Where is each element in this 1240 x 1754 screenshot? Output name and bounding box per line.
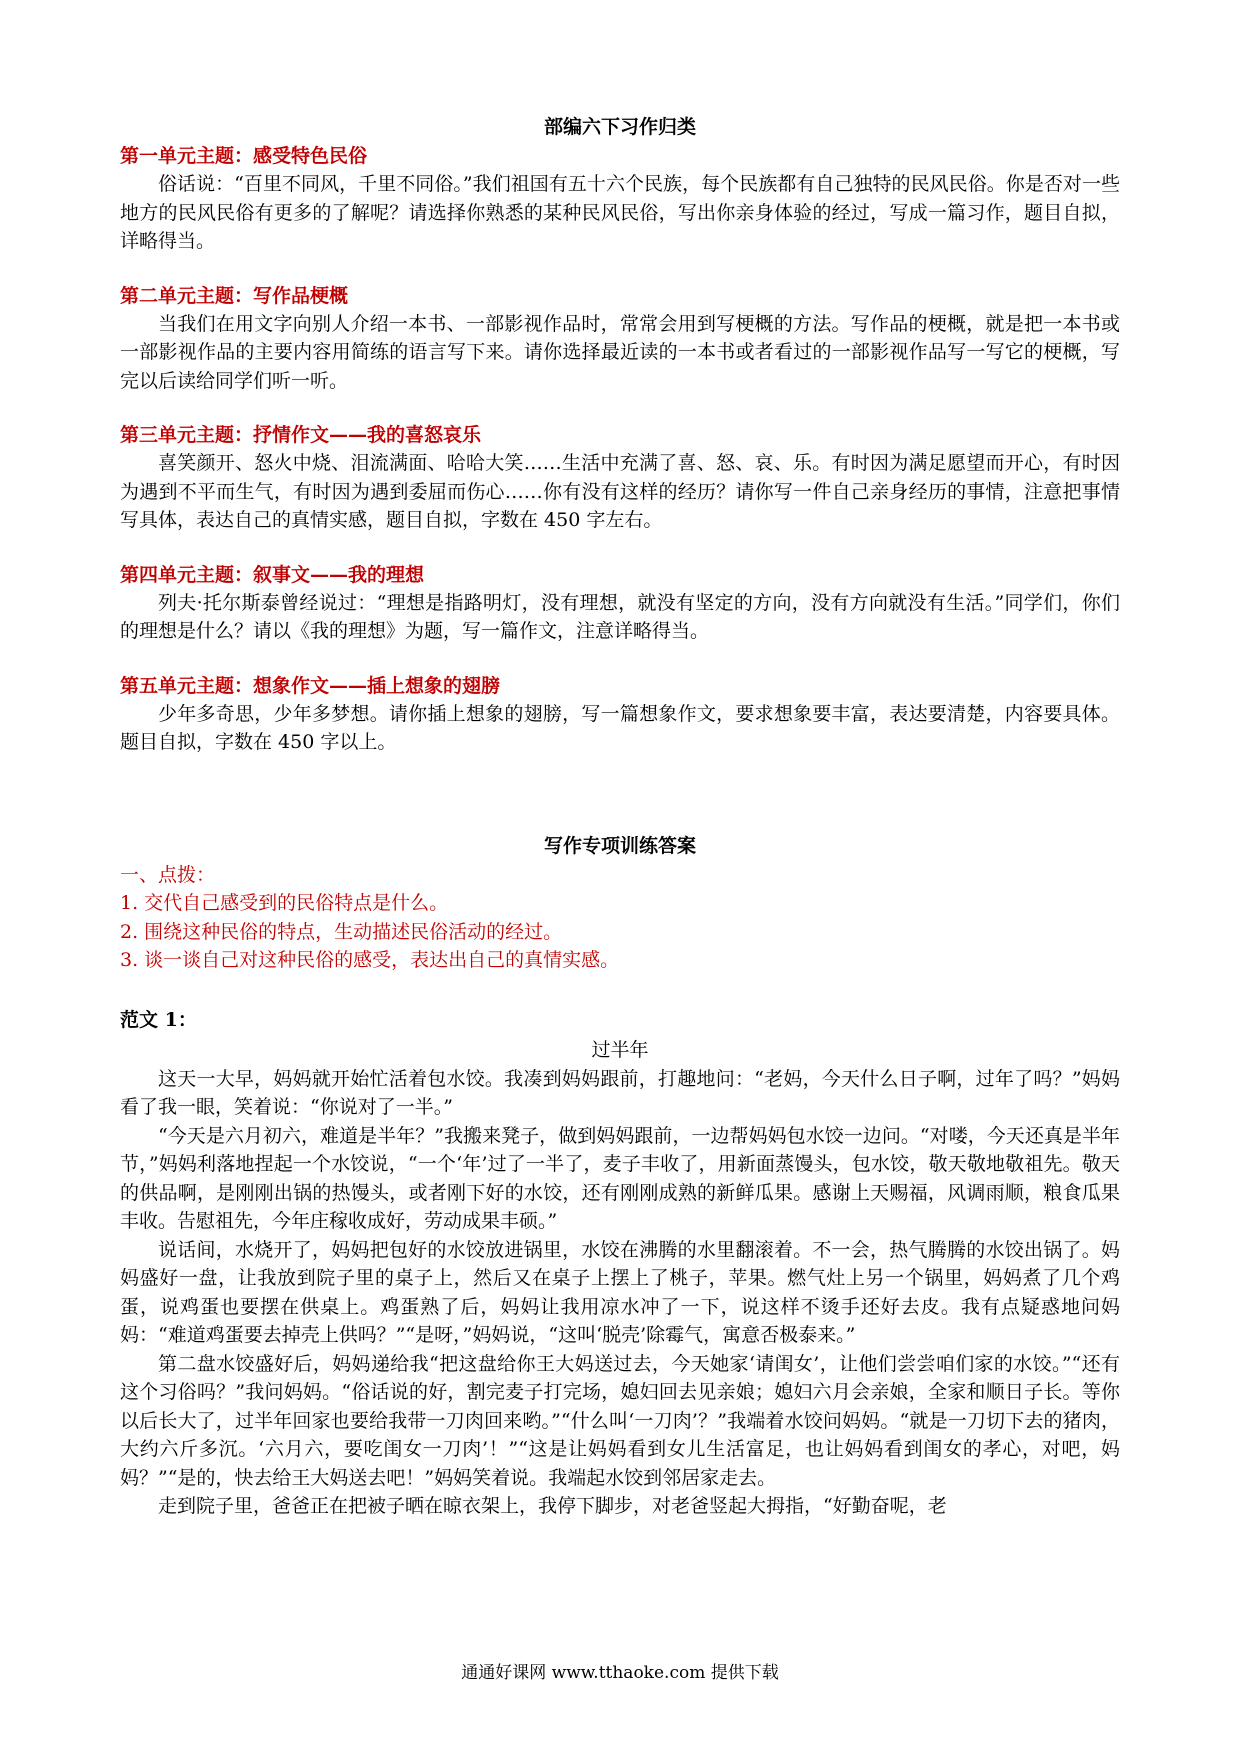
essay-paragraph: 走到院子里，爸爸正在把被子晒在晾衣架上，我停下脚步，对老爸竖起大拇指，“好勤奋呢，老 (158, 1495, 947, 1517)
unit-prompt: 列夫·托尔斯泰曾经说过：“理想是指路明灯，没有理想，就没有坚定的方向，没有方向就没有生活。”同学们，你们的理想是什么？请以《我的理想》为题，写一篇作文，注意详略得当。 (120, 591, 1120, 642)
unit-title: 第一单元主题：感受特色民俗 (120, 145, 368, 167)
tip-item: 3. 谈一谈自己对这种民俗的感受，表达出自己的真情实感。 (120, 949, 620, 971)
essay-title: 过半年 (591, 1038, 649, 1061)
unit-prompt: 少年多奇思，少年多梦想。请你插上想象的翅膀，写一篇想象作文，要求想象要丰富，表达要清楚，内容要具体。题目自拟，字数在 450 字以上。 (120, 702, 1120, 753)
tip-item: 1. 交代自己感受到的民俗特点是什么。 (120, 892, 449, 914)
tip-item: 2. 围绕这种民俗的特点，生动描述民俗活动的经过。 (120, 920, 563, 943)
essay-paragraph: 第二盘水饺盛好后，妈妈递给我“把这盘给你王大妈送过去，今天她家‘请闺女’，让他们尝尝咱们家的水饺。”“还有这个习俗吗？”我问妈妈。“俗话说的好，割完麦子打完场，媳妇回去见亲娘；媳妇六月会亲娘，全家和顺日子长。等你以后长大了，过半年回家也要给我带一刀肉回来哟。”“什么叫‘一刀肉’？”我端着水饺问妈妈。“就是一刀切下去的猪肉，大约六斤多沉。‘六月六，要吃闺女一刀肉’！”“这是让妈妈看到女儿生活富足，也让妈妈看到闺女的孝心，对吧，妈妈？”“是的，快去给王大妈送去吧！”妈妈笑着说。我端起水饺到邻居家走去。 (120, 1352, 1120, 1489)
unit-title: 第三单元主题：抒情作文——我的喜怒哀乐 (120, 424, 482, 446)
document-title: 部编六下习作归类 (543, 116, 696, 138)
answers-title: 写作专项训练答案 (543, 834, 696, 857)
unit-title: 第四单元主题：叙事文——我的理想 (120, 563, 425, 586)
unit-prompt: 俗话说：“百里不同风，千里不同俗。”我们祖国有五十六个民族，每个民族都有自己独特的民风民俗。你是否对一些地方的民风民俗有更多的了解呢？请选择你熟悉的某种民风民俗，写出你亲身体验的经过，写成一篇习作，题目自拟，详略得当。 (120, 173, 1120, 252)
unit-prompt: 当我们在用文字向别人介绍一本书、一部影视作品时，常常会用到写梗概的方法。写作品的梗概，就是把一本书或一部影视作品的主要内容用简练的语言写下来。请你选择最近读的一本书或者看过的一部影视作品写一写它的梗概，写完以后读给同学们听一听。 (120, 312, 1120, 392)
essay-paragraph: “今天是六月初六，难道是半年？”我搬来凳子，做到妈妈跟前，一边帮妈妈包水饺一边问。“对喽，今天还真是半年节，”妈妈利落地捏起一个水饺说，“一个‘年’过了一半了，麦子丰收了，用新面蒸馒头，包水饺，敬天敬地敬祖先。敬天的供品啊，是刚刚出锅的热馒头，或者刚下好的水饺，还有刚刚成熟的新鲜瓜果。感谢上天赐福，风调雨顺，粮食瓜果丰收。告慰祖先，今年庄稼收成好，劳动成果丰硕。” (120, 1124, 1120, 1232)
unit-title: 第五单元主题：想象作文——插上想象的翅膀 (120, 674, 501, 697)
essay-paragraph: 这天一大早，妈妈就开始忙活着包水饺。我凑到妈妈跟前，打趣地问：“老妈，今天什么日子啊，过年了吗？”妈妈看了我一眼，笑着说：“你说对了一半。” (120, 1067, 1120, 1118)
unit-title: 第二单元主题：写作品梗概 (120, 284, 349, 307)
essay-paragraph: 说话间，水烧开了，妈妈把包好的水饺放进锅里，水饺在沸腾的水里翻滚着。不一会，热气腾腾的水饺出锅了。妈妈盛好一盘，让我放到院子里的桌子上，然后又在桌子上摆上了桃子，苹果。燃气灶上另一个锅里，妈妈煮了几个鸡蛋，说鸡蛋也要摆在供桌上。鸡蛋熟了后，妈妈让我用凉水冲了一下，说这样不烫手还好去皮。我有点疑惑地问妈妈：“难道鸡蛋要去掉壳上供吗？”“是呀，”妈妈说，“这叫‘脱壳’除霉气，寓意否极泰来。” (120, 1238, 1120, 1346)
tips-heading: 一、点拨： (120, 863, 216, 886)
page-footer: 通通好课网 www.tthaoke.com 提供下载 (461, 1663, 779, 1683)
unit-section-1 (120, 142, 1120, 256)
unit-section-2 (120, 282, 1120, 396)
essay-label: 范文 1： (120, 1008, 197, 1031)
document-content (120, 112, 1120, 1521)
unit-section-3 (120, 421, 1120, 535)
unit-prompt: 喜笑颜开、怒火中烧、泪流满面、哈哈大笑……生活中充满了喜、怒、哀、乐。有时因为满足愿望而开心，有时因为遇到不平而生气，有时因为遇到委屈而伤心……你有没有这样的经历？请你写一件自己亲身经历的事情，注意把事情写具体，表达自己的真情实感，题目自拟，字数在 450 字左右。 (120, 452, 1120, 531)
unit-section-5 (120, 672, 1120, 757)
unit-section-4 (120, 561, 1120, 646)
